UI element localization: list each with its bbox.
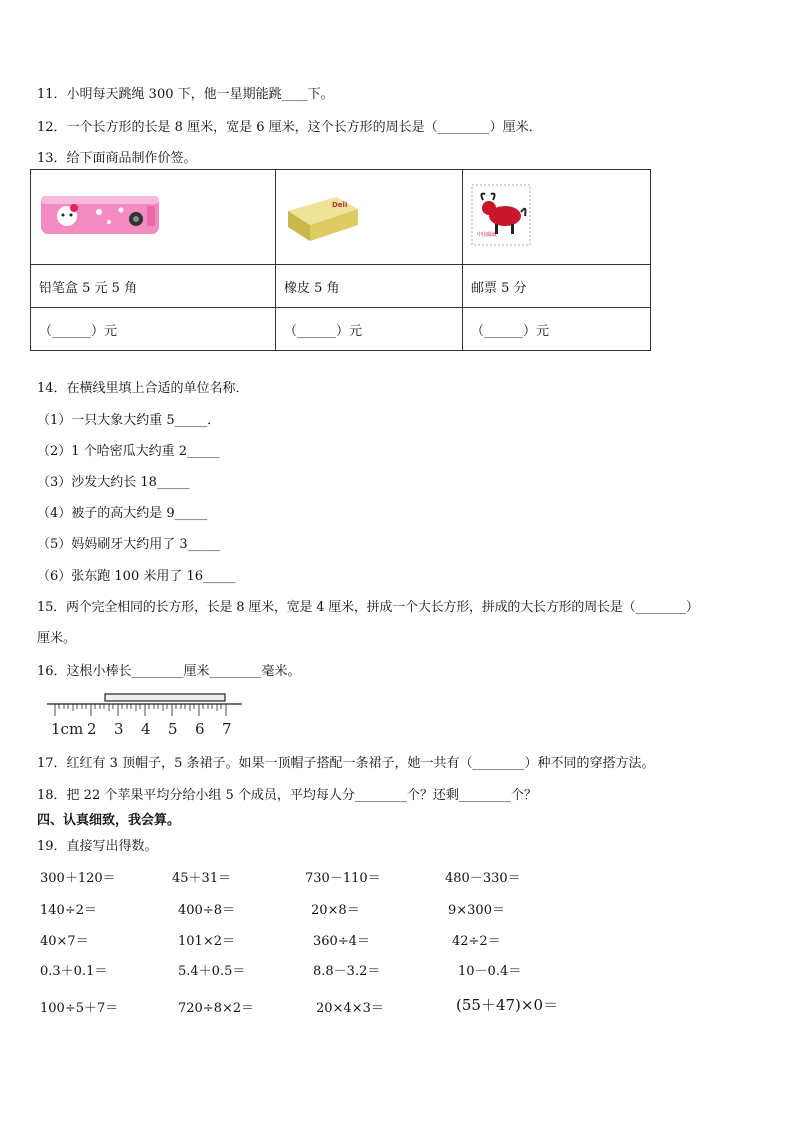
calc-item: 101×2＝ xyxy=(178,934,235,949)
section-heading: 四、认真细致，我会算。 xyxy=(37,813,181,828)
stamp-answer: （______）元 xyxy=(463,308,651,351)
question-19: 19．直接写出得数。 xyxy=(37,839,158,854)
stamp-cell xyxy=(463,170,651,265)
ruler-tick: 3 xyxy=(114,720,124,738)
stick xyxy=(105,694,225,701)
calc-item: 45＋31＝ xyxy=(172,871,232,886)
calc-item: 20×4×3＝ xyxy=(316,1001,384,1016)
q14-item-1: （1）一只大象大约重 5_____． xyxy=(37,413,221,428)
calc-item: 20×8＝ xyxy=(311,903,360,918)
eraser-image xyxy=(284,187,360,243)
stamp-label: 邮票 5 分 xyxy=(463,265,651,308)
calc-item: 10－0.4＝ xyxy=(458,964,522,979)
ruler-unit-label: 1cm xyxy=(51,720,84,738)
question-15: 15．两个完全相同的长方形，长是 8 厘米，宽是 4 厘米，拼成一个大长方形，拼成的大长方形的周长是（________） xyxy=(37,600,699,615)
ruler-tick: 7 xyxy=(222,720,232,738)
question-18: 18．把 22 个苹果平均分给小组 5 个成员，平均每人分________个？还剩________个？ xyxy=(37,788,537,803)
calc-item: 9×300＝ xyxy=(448,903,505,918)
calc-item: 300＋120＝ xyxy=(40,871,116,886)
question-15-unit: 厘米。 xyxy=(37,631,77,646)
q14-item-3: （3）沙发大约长 18_____ xyxy=(37,475,190,490)
q14-item-5: （5）妈妈刷牙大约用了 3_____ xyxy=(37,537,221,552)
ruler-tick: 6 xyxy=(195,720,205,738)
q14-item-2: （2）1 个哈密瓜大约重 2_____ xyxy=(37,444,220,459)
question-11: 11．小明每天跳绳 300 下，他一星期能跳____下。 xyxy=(37,87,334,102)
ruler-image xyxy=(47,690,242,740)
price-tag-table xyxy=(30,169,651,351)
calc-item: 480－330＝ xyxy=(445,871,521,886)
question-12: 12．一个长方形的长是 8 厘米，宽是 6 厘米，这个长方形的周长是（________）厘米． xyxy=(37,120,542,135)
pencil-case-answer: （______）元 xyxy=(31,308,276,351)
calc-item: 100÷5＋7＝ xyxy=(40,1001,119,1016)
calc-item: 140÷2＝ xyxy=(40,903,97,918)
pencil-case-cell xyxy=(31,170,276,265)
pencil-case-image xyxy=(39,192,161,238)
calc-item: 5.4＋0.5＝ xyxy=(178,964,246,979)
calc-item: 720÷8×2＝ xyxy=(178,1001,255,1016)
q14-item-6: （6）张东跑 100 米用了 16_____ xyxy=(37,569,236,584)
calc-item: 400÷8＝ xyxy=(178,903,235,918)
calc-item: (55＋47)×0＝ xyxy=(456,996,558,1014)
ruler-tick: 4 xyxy=(141,720,151,738)
ruler-tick: 2 xyxy=(87,720,97,738)
eraser-brand: Deli xyxy=(332,201,348,209)
question-17: 17．红红有 3 顶帽子，5 条裙子。如果一顶帽子搭配一条裙子，她一共有（________）种不同的穿搭方法。 xyxy=(37,756,655,771)
calc-item: 40×7＝ xyxy=(40,934,89,949)
eraser-answer: （______）元 xyxy=(276,308,463,351)
question-14: 14．在横线里填上合适的单位名称． xyxy=(37,381,249,396)
eraser-label: 橡皮 5 角 xyxy=(276,265,463,308)
calc-item: 360÷4＝ xyxy=(313,934,370,949)
stamp-image xyxy=(471,184,531,246)
pencil-case-label: 铅笔盒 5 元 5 角 xyxy=(31,265,276,308)
eraser-cell xyxy=(276,170,463,265)
calc-item: 730－110＝ xyxy=(305,871,381,886)
question-13: 13．给下面商品制作价签。 xyxy=(37,151,197,166)
calc-item: 0.3＋0.1＝ xyxy=(40,964,108,979)
q14-item-4: （4）被子的高大约是 9_____ xyxy=(37,506,208,521)
calc-item: 8.8－3.2＝ xyxy=(313,964,381,979)
ruler-tick: 5 xyxy=(168,720,178,738)
stamp-text: 中国邮政 xyxy=(477,232,498,238)
calc-item: 42÷2＝ xyxy=(452,934,501,949)
question-16: 16．这根小棒长________厘米________毫米。 xyxy=(37,664,301,679)
